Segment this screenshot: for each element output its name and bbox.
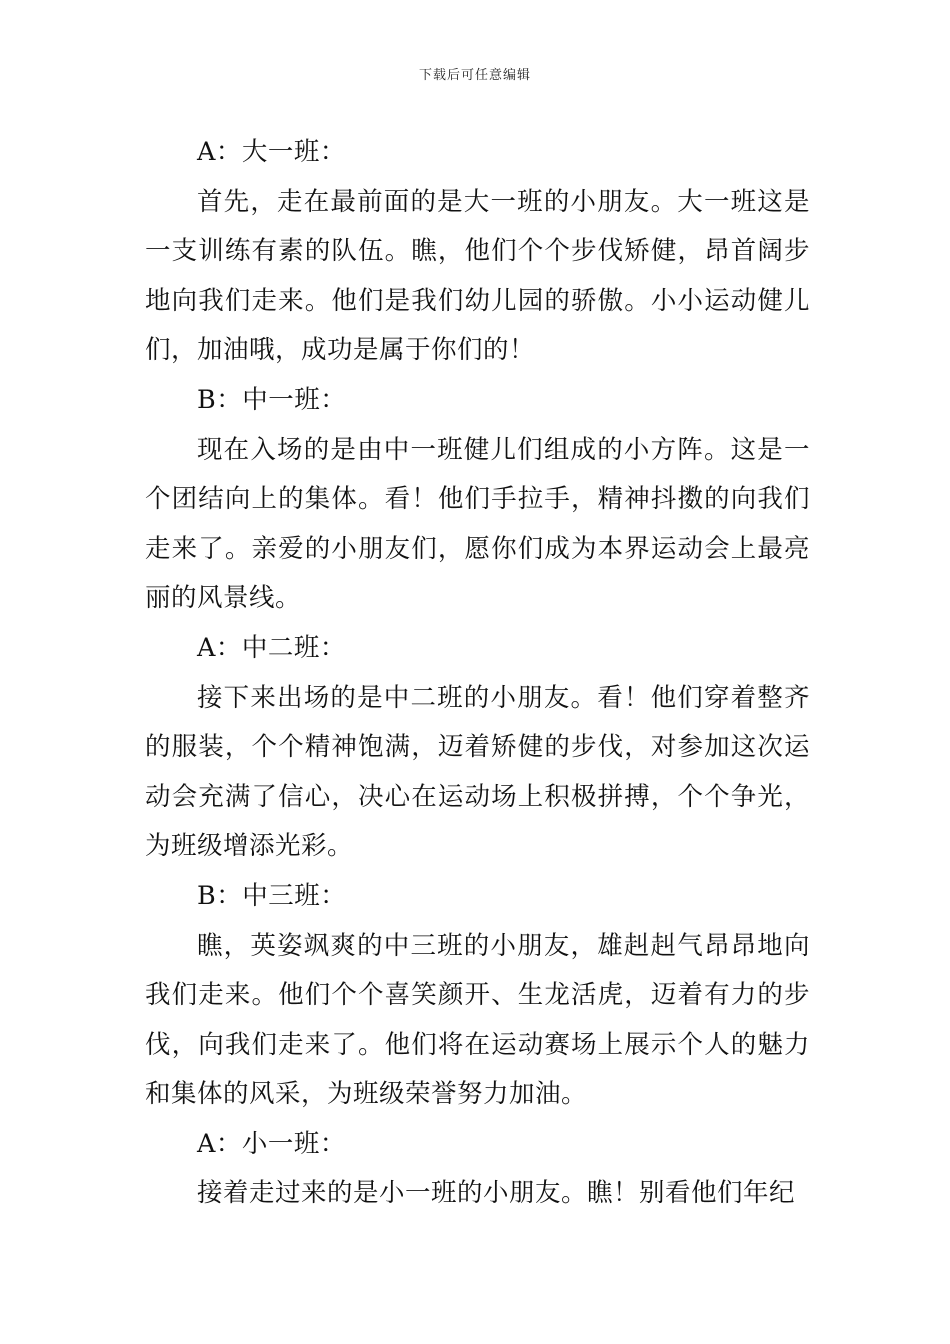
paragraph: 接着走过来的是小一班的小朋友。瞧！别看他们年纪 [197, 1178, 796, 1209]
speaker-label: B：中一班： [197, 384, 347, 415]
paragraph: 首先，走在最前面的是大一班的小朋友。大一班这是一支训练有素的队伍。瞧，他们个个步伐矫健，昂首阔步地向我们走来。他们是我们幼儿园的骄傲。小小运动健儿们，加油哦，成功是属于你们的！ [145, 186, 810, 366]
speaker-label: A：大一班： [197, 137, 346, 167]
paragraph: 接下来出场的是中二班的小朋友。看！他们穿着整齐的服装，个个精神饱满，迈着矫健的步伐，对参加这次运动会充满了信心，决心在运动场上积极拼搏，个个争光，为班级增添光彩。 [145, 682, 810, 862]
speaker-label: B：中三班： [197, 880, 347, 911]
page-header-note: 下载后可任意编辑 [418, 68, 531, 83]
speaker-label: A：小一班： [197, 1128, 346, 1159]
paragraph: 现在入场的是由中一班健儿们组成的小方阵。这是一个团结向上的集体。看！他们手拉手，精神抖擞的向我们走来了。亲爱的小朋友们，愿你们成为本界运动会上最亮丽的风景线。 [145, 434, 810, 614]
speaker-label: A：中二班： [197, 632, 346, 663]
document-body [145, 128, 810, 1219]
paragraph: 瞧，英姿飒爽的中三班的小朋友，雄赳赳气昂昂地向我们走来。他们个个喜笑颜开、生龙活虎，迈着有力的步伐，向我们走来了。他们将在运动赛场上展示个人的魅力和集体的风采，为班级荣誉努力加油。 [145, 930, 810, 1110]
